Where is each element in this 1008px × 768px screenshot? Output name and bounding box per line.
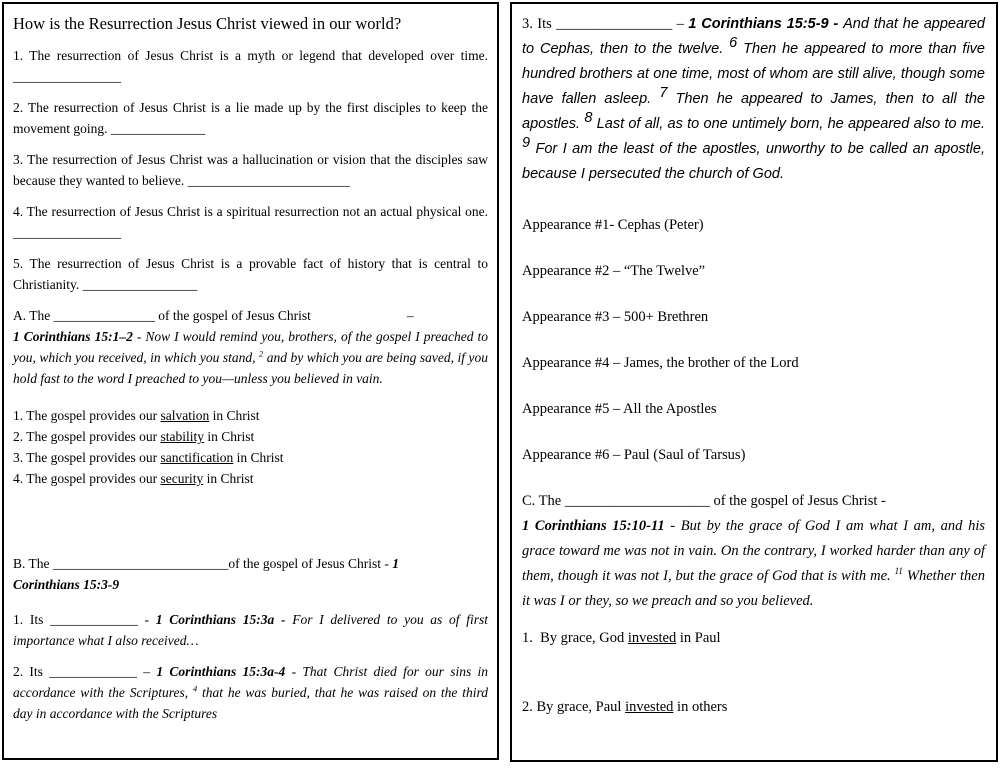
point-1-its: 1. Its _____________ - 1 Corinthians 15:3a - For I delivered to you as of first importance what I also received… xyxy=(13,612,489,648)
viewpoint-1: 1. The resurrection of Jesus Christ is a myth or legend that developed over time. ________________ xyxy=(13,48,488,84)
viewpoint-5: 5. The resurrection of Jesus Christ is a provable fact of history that is central to Christianity. _________________ xyxy=(13,256,488,292)
gospel-benefit-4: 4. The gospel provides our security in Christ xyxy=(13,471,254,486)
appearance-4: Appearance #4 – James, the brother of the Lord xyxy=(522,355,799,371)
page-title: How is the Resurrection Jesus Christ viewed in our world? xyxy=(13,14,402,33)
left-paragraphs xyxy=(13,45,488,724)
application-2: 2. By grace, Paul invested in others xyxy=(522,699,728,715)
right-paragraphs xyxy=(522,12,985,720)
appearance-2: Appearance #2 – “The Twelve” xyxy=(522,263,706,279)
gospel-benefit-3: 3. The gospel provides our sanctification in Christ xyxy=(13,450,284,465)
section-b-heading: B. The __________________________of the gospel of Jesus Christ - 1 Corinthians 15:3-9 xyxy=(13,556,399,592)
viewpoint-2: 2. The resurrection of Jesus Christ is a lie made up by the first disciples to keep the movement going. ______________ xyxy=(13,100,488,136)
left-column xyxy=(2,2,499,760)
appearance-6: Appearance #6 – Paul (Saul of Tarsus) xyxy=(522,447,746,463)
appearance-1: Appearance #1- Cephas (Peter) xyxy=(522,217,704,233)
point-3-its-verse: 3. Its ________________ – 1 Corinthians 15:5-9 - And that he appeared to Cephas, then to the twelve. 6 Then he appeared to more than five hundred brothers at one time, most of whom are still alive, though some have fallen asleep. 7 Then he appeared to James, then to all the apostles. 8 Last of all, as to one untimely born, he appeared also to me. 9 For I am the least of the apostles, unworthy to be called an apostle, because I persecuted the church of God. xyxy=(522,16,986,182)
right-column xyxy=(510,2,998,762)
appearance-5: Appearance #5 – All the Apostles xyxy=(522,401,717,417)
point-2-its: 2. Its _____________ – 1 Corinthians 15:3a-4 - That Christ died for our sins in accordance with the Scriptures, $^4$ that he was buried, that he was raised on the third day in accordance with the Scriptures xyxy=(13,664,489,721)
section-c-heading-verse: C. The ____________________ of the gospel of Jesus Christ - 1 Corinthians 15:10-11 - But by the grace of God I am what I am, and his grace toward me was not in vain. On the contrary, I worked harder than any of them, though it was not I, but the grace of God that is with me. $^{11}$ Whether then it was I or they, so we preach and so you believed. xyxy=(522,493,985,609)
gospel-benefit-1: 1. The gospel provides our salvation in Christ xyxy=(13,408,260,423)
gospel-benefit-2: 2. The gospel provides our stability in Christ xyxy=(13,429,255,444)
application-1: 1. By grace, God invested in Paul xyxy=(522,630,721,646)
viewpoint-4: 4. The resurrection of Jesus Christ is a spiritual resurrection not an actual physical one. ________________ xyxy=(13,204,488,240)
viewpoint-3: 3. The resurrection of Jesus Christ was a hallucination or vision that the disciples saw because they wanted to believe. ________________________ xyxy=(13,152,488,188)
appearance-3: Appearance #3 – 500+ Brethren xyxy=(522,309,709,325)
section-a-heading-verse: A. The _______________ of the gospel of Jesus Christ – 1 Corinthians 15:1–2 - Now I would remind you, brothers, of the gospel I preached to you, which you received, in which you stand, $^2$ and by which you are being saved, if you hold fast to the word I preached to you—unless you believed in vain. xyxy=(13,308,488,386)
